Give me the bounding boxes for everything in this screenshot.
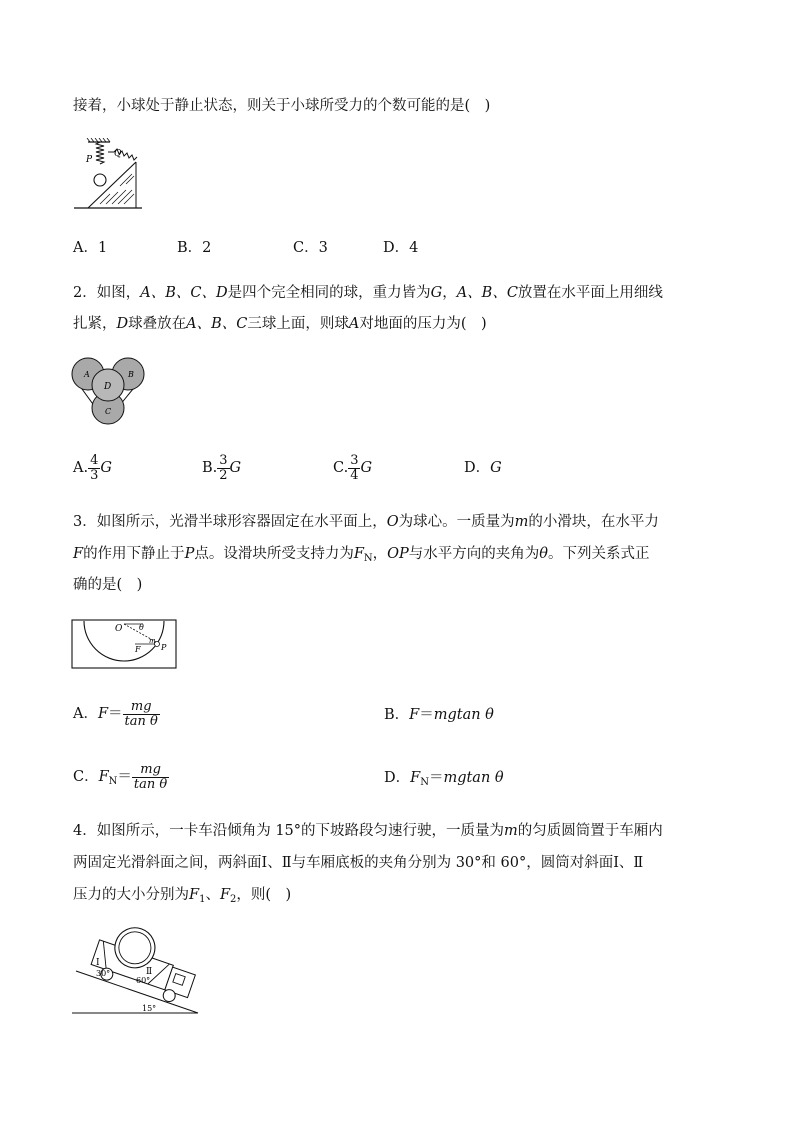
q2-line2: 扎紧，D球叠放在A、B、C三球上面，则球A对地面的压力为( ): [73, 316, 487, 332]
q3-label-f: F: [135, 645, 141, 654]
q3-line2: F的作用下静止于P点。设滑块所受支持力为$F_N$，OP与水平方向的夹角为θ。下列关系式正: [73, 546, 650, 564]
q1-option-d: D．4: [383, 240, 419, 256]
q3-option-c: C．$F_N=$ $\frac{mg}{\text{tan θ}}$: [73, 761, 168, 792]
q4-label-15: 15°: [142, 1004, 157, 1013]
q1-option-a: A．1: [73, 240, 108, 256]
q4-truck-figure: [70, 925, 202, 1017]
q3-line3: 确的是( ): [73, 577, 143, 593]
q4-line2: 两固定光滑斜面之间，两斜面Ⅰ、Ⅱ与车厢底板的夹角分别为 30°和 60°，圆筒对斜面Ⅰ、Ⅱ: [73, 855, 644, 871]
q1-label-q: Q: [114, 149, 122, 159]
q2-ball-a-label: A: [84, 370, 90, 379]
q3-option-a: A．F＝ $\frac{mg}{\text{tan θ}}$: [73, 698, 158, 729]
q3-line1: 3．如图所示，光滑半球形容器固定在水平面上，O为球心。一质量为m的小滑块，在水平力: [73, 514, 659, 530]
q3-hemisphere-figure: [71, 619, 178, 671]
q2-balls-figure: [68, 352, 150, 426]
q1-intro: 接着，小球处于静止状态，则关于小球所受力的个数可能的是( ): [73, 98, 491, 114]
q1-option-c: C．3: [293, 240, 328, 256]
q1-option-b: B．2: [177, 240, 212, 256]
q2-option-a: A. $\frac{4}{3}$ G: [73, 452, 112, 483]
q2-ball-c-label: C: [105, 407, 112, 416]
q3-label-theta: θ: [139, 623, 144, 632]
q4-label-60: 60°: [136, 976, 151, 985]
q4-line3: 压力的大小分别为$F_1$、$F_2$，则( ): [73, 887, 292, 905]
q2-ball-d-label: D: [104, 382, 112, 392]
q2-line1: 2．如图，A、B、C、D是四个完全相同的球，重力皆为G，A、B、C放置在水平面上用细线: [73, 285, 663, 301]
q3-option-d: D．$F_N=mgtan$ θ: [384, 770, 504, 788]
q4-label-30: 30°: [96, 969, 111, 978]
q3-option-b: B．F＝mgtan θ: [384, 707, 494, 723]
q3-label-o: O: [115, 624, 123, 634]
q2-option-b: B. $\frac{3}{2}$ G: [202, 452, 242, 483]
q2-option-c: C. $\frac{3}{4}$ G: [333, 452, 373, 483]
q1-spring-ball-figure: [70, 138, 150, 214]
q4-label-ii: Ⅱ: [146, 967, 153, 977]
q3-label-p: P: [161, 643, 167, 652]
q2-option-d: D．G: [464, 460, 502, 476]
q1-label-p: P: [86, 155, 93, 165]
q3-label-m: m: [149, 637, 156, 645]
q4-label-i: Ⅰ: [96, 958, 100, 968]
q2-ball-b-label: B: [128, 370, 134, 379]
q4-line1: 4．如图所示，一卡车沿倾角为 15°的下坡路段匀速行驶，一质量为m的匀质圆筒置于车厢内: [73, 823, 663, 839]
